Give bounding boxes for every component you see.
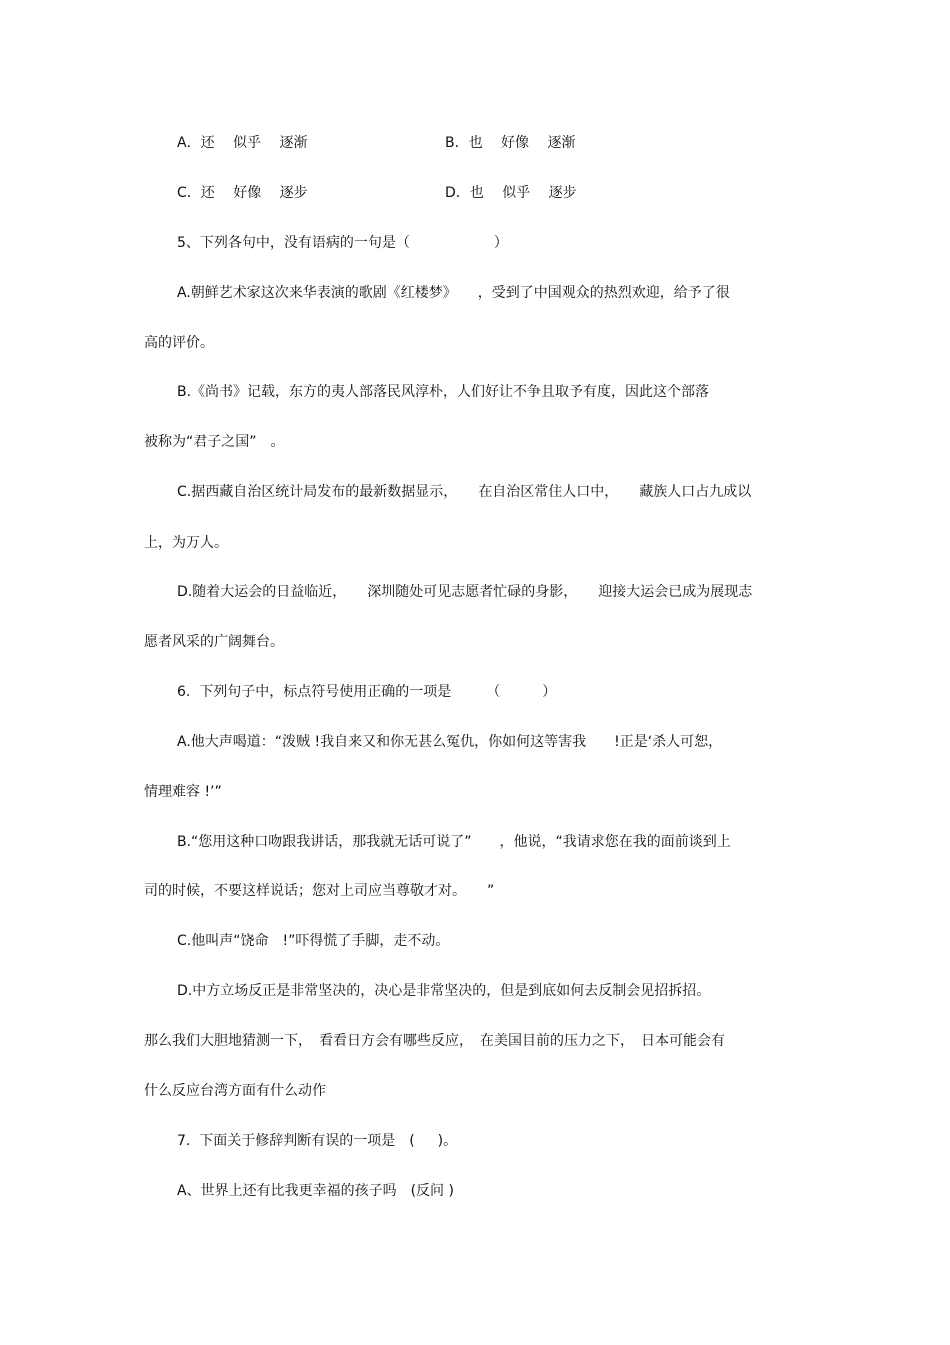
question-6-option-b: B.“您用这种口吻跟我讲话，那我就无话可说了” ，他说，“我请求您在我的面前谈到上 [177,834,731,850]
question-5-option-c: C.据西藏自治区统计局发布的最新数据显示， 在自治区常住人口中， 藏族人口占九成以 [177,484,752,500]
question-6-option-a-cont: 情理难容 !’” [144,784,222,800]
option-line-a: A．还 似乎 逐渐 [177,135,308,151]
question-7-option-a: A、世界上还有比我更幸福的孩子吗 (反问 ) [177,1183,454,1199]
question-5-option-b: B.《尚书》记载，东方的夷人部落民风淳朴，人们好让不争且取予有度，因此这个部落 [177,384,710,400]
question-5-option-a-cont: 高的评价。 [144,335,214,351]
question-7-stem: 7. 下面关于修辞判断有误的一项是 ( )。 [177,1133,458,1149]
question-6-option-a: A.他大声喝道：“泼贼 !我自来又和你无甚么冤仇，你如何这等害我 !正是‘杀人可恕， [177,734,723,750]
question-5-option-d: D.随着大运会的日益临近， 深圳随处可见志愿者忙碌的身影， 迎接大运会已成为展现志 [177,584,753,600]
question-6-stem: 6. 下列句子中，标点符号使用正确的一项是 （ ） [177,684,557,700]
question-6-option-b-cont: 司的时候，不要这样说话；您对上司应当尊敬才对。 ” [144,883,495,899]
question-5-option-a: A.朝鲜艺术家这次来华表演的歌剧《红楼梦》 ，受到了中国观众的热烈欢迎，给予了很 [177,285,730,301]
question-5-option-b-cont: 被称为“君子之国” 。 [144,434,285,450]
question-6-option-d-cont-2: 什么反应台湾方面有什么动作 [144,1083,326,1099]
option-line-c: C．还 好像 逐步 [177,185,308,201]
option-line-d: D．也 似乎 逐步 [445,185,577,201]
question-5-option-c-cont: 上，为万人。 [144,535,228,551]
question-5-stem: 5、下列各句中，没有语病的一句是（ ） [177,235,508,251]
question-5-option-d-cont: 愿者风采的广阔舞台。 [144,634,284,650]
option-line-b: B．也 好像 逐渐 [445,135,576,151]
question-6-option-d: D.中方立场反正是非常坚决的，决心是非常坚决的，但是到底如何去反制会见招拆招。 [177,983,711,999]
question-6-option-c: C.他叫声“饶命 !”吓得慌了手脚，走不动。 [177,933,450,949]
question-6-option-d-cont-1: 那么我们大胆地猜测一下， 看看日方会有哪些反应， 在美国目前的压力之下， 日本可能会有 [144,1033,725,1049]
